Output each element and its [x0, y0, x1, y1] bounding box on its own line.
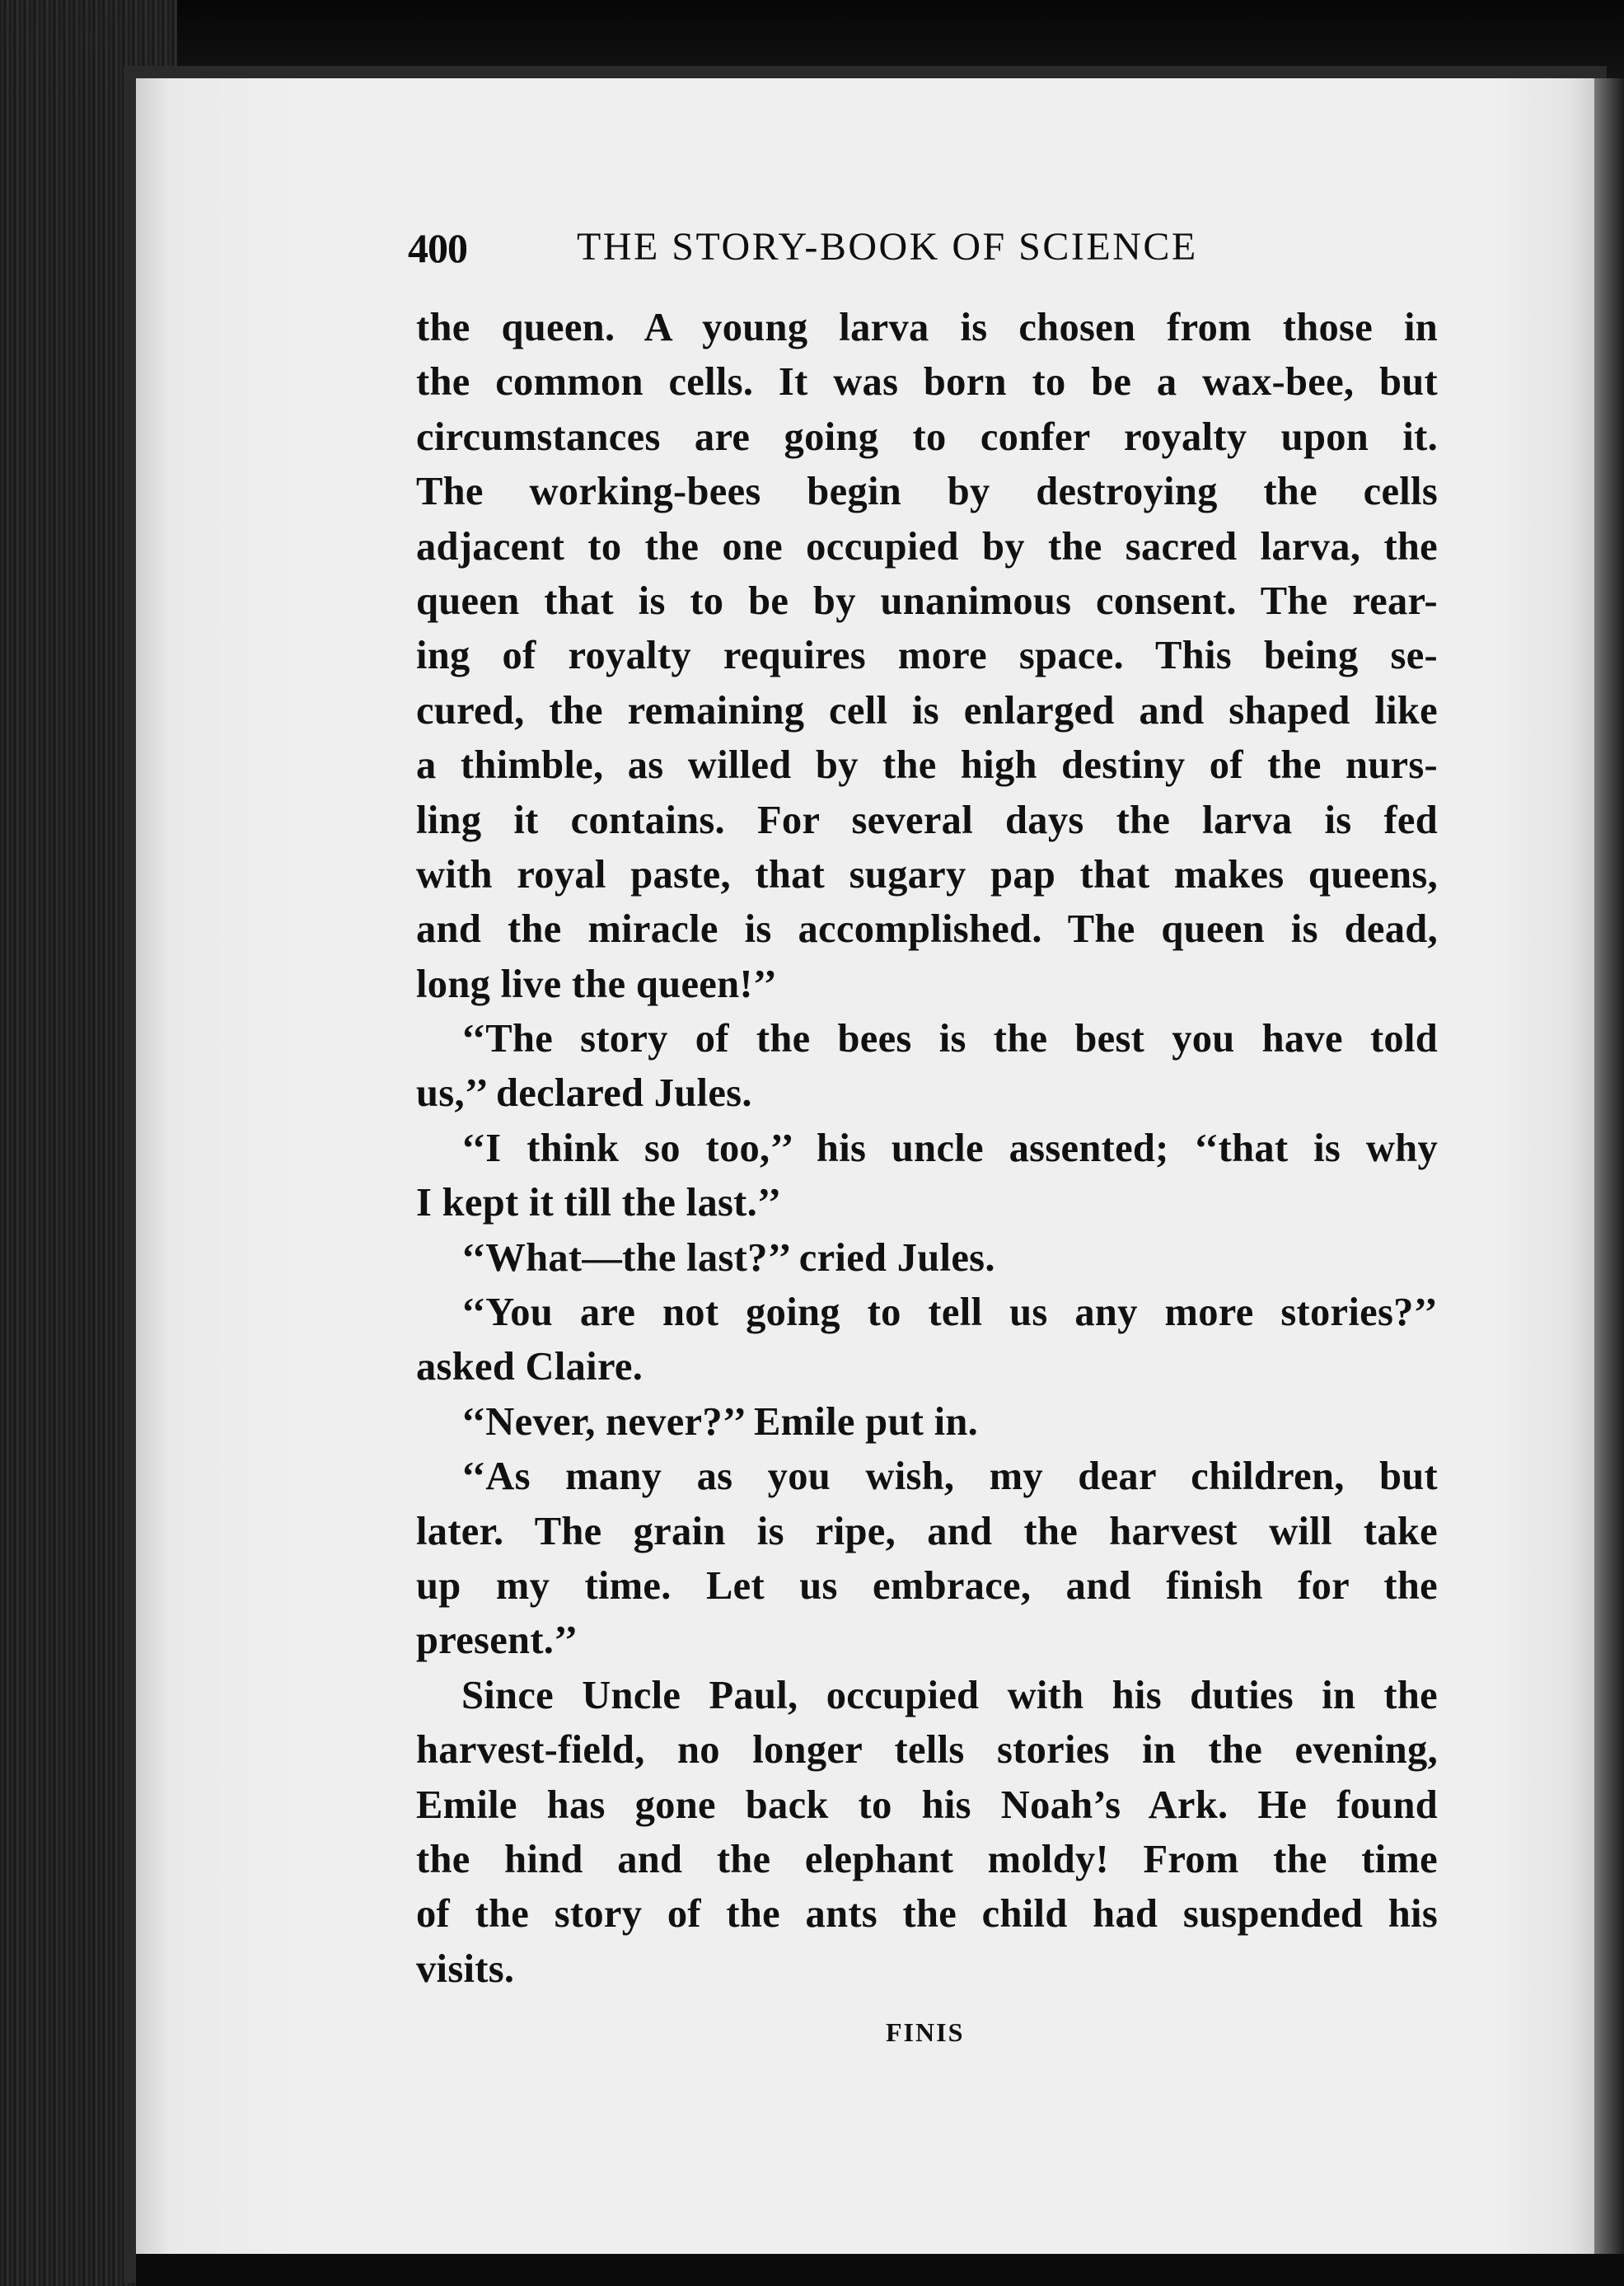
text-line: Since Uncle Paul, occupied with his duties in the [461, 1673, 1438, 1717]
page-header [408, 224, 1273, 282]
text-line: later. The grain is ripe, and the harvest will take [416, 1509, 1438, 1553]
text-line: adjacent to the one occupied by the sacred larva, the [416, 524, 1438, 569]
text-line: ‘‘As many as you wish, my dear children, but [461, 1455, 1438, 1499]
scan-bottom-border [136, 2254, 1624, 2286]
text-line: ing of royalty requires more space. This being se- [416, 634, 1438, 678]
text-line: and the miracle is accomplished. The queen is dead, [416, 907, 1438, 952]
text-line: ‘‘Never, never?’’ Emile put in. [461, 1399, 979, 1444]
text-line: ‘‘What—the last?’’ cried Jules. [461, 1235, 995, 1280]
text-line: long live the queen!’’ [416, 962, 778, 1006]
text-line: us,’’ declared Jules. [416, 1071, 752, 1116]
text-line: visits. [416, 1946, 515, 1991]
text-line: ‘‘You are not going to tell us any more stories?’’ [461, 1291, 1438, 1335]
text-line: the queen. A young larva is chosen from those in [416, 306, 1438, 349]
text-line: harvest-field, no longer tells stories in the evening, [416, 1728, 1438, 1773]
text-line: with royal paste, that sugary pap that makes queens, [416, 852, 1438, 897]
page-number: 400 [408, 225, 467, 271]
text-line: The working-bees begin by destroying the cells [416, 470, 1438, 514]
running-head: THE STORY-BOOK OF SCIENCE [577, 225, 1198, 269]
text-line: Emile has gone back to his Noah’s Ark. He found [416, 1782, 1438, 1827]
text-line: a thimble, as willed by the high destiny of the nurs- [416, 743, 1438, 788]
text-line: circumstances are going to confer royalty upon it. [416, 415, 1438, 459]
body-text [416, 301, 1438, 1997]
text-line: I kept it till the last.’’ [416, 1181, 782, 1225]
text-line: present.’’ [416, 1618, 578, 1663]
text-line: the hind and the elephant moldy! From the time [416, 1837, 1438, 1881]
text-line: ‘‘The story of the bees is the best you have told [461, 1017, 1438, 1061]
text-line: the common cells. It was born to be a wax-bee, but [416, 360, 1438, 405]
text-line: asked Claire. [416, 1345, 644, 1389]
scan-right-border [1594, 78, 1624, 2286]
text-line: ‘‘I think so too,’’ his uncle assented; ‘‘that is why [461, 1126, 1438, 1170]
text-line: of the story of the ants the child had suspended his [416, 1892, 1438, 1937]
text-line: queen that is to be by unanimous consent. The rear- [416, 579, 1438, 623]
finis-label: FINIS [886, 2017, 965, 2047]
text-line: up my time. Let us embrace, and finish for the [416, 1563, 1438, 1608]
text-line: cured, the remaining cell is enlarged and shaped like [416, 688, 1438, 733]
text-line: ling it contains. For several days the larva is fed [416, 798, 1438, 842]
